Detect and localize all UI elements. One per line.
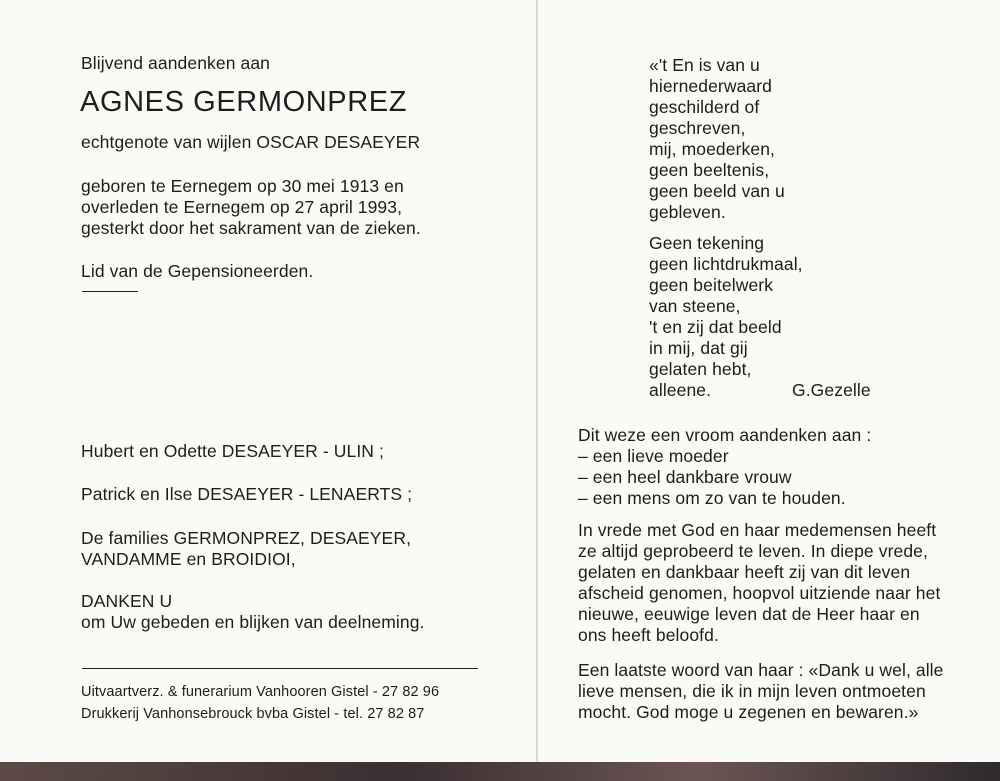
poem-line: geen beitelwerk [649, 275, 774, 295]
poem-line: hiernederwaard [649, 76, 773, 96]
credit-line-2: Drukkerij Vanhonsebrouck bvba Gistel - tel. 27 82 87 [81, 706, 425, 722]
poem-line: gebleven. [649, 202, 726, 222]
birth-line: geboren te Eernegem op 30 mei 1913 en [81, 176, 404, 196]
card-fold [536, 0, 538, 762]
spouse-line: echtgenote van wijlen OSCAR DESAEYER [81, 132, 421, 152]
paragraph-line: afscheid genomen, hoopvol uitziende naar het [578, 583, 941, 603]
credit-line-1: Uitvaartverz. & funerarium Vanhooren Gistel - 27 82 96 [81, 684, 440, 700]
thanks-heading: DANKEN U [81, 591, 173, 611]
membership-line: Lid van de Gepensioneerden. [81, 261, 314, 281]
thanks-detail: om Uw gebeden en blijken van deelneming. [81, 612, 425, 632]
poem-line: geschreven, [649, 118, 746, 138]
poem-line: 't en zij dat beeld [649, 317, 782, 337]
poem-line: geen beeltenis, [649, 160, 770, 180]
poem-line: gelaten hebt, [649, 359, 752, 379]
families-line-2: VANDAMME en BROIDIOI, [81, 549, 296, 569]
credits-divider [82, 668, 478, 669]
intro-line: Blijvend aandenken aan [81, 53, 271, 73]
deceased-name: AGNES GERMONPREZ [80, 86, 408, 118]
poem-line: Geen tekening [649, 233, 765, 253]
paragraph-line: gelaten en dankbaar heeft zij van dit leven [578, 562, 911, 582]
poem-line: alleene. [649, 380, 712, 400]
family-line-2: Patrick en Ilse DESAEYER - LENAERTS ; [81, 484, 413, 504]
poem-line: in mij, dat gij [649, 338, 748, 358]
poem-line: «'t En is van u [649, 55, 760, 75]
last-words-line: Een laatste woord van haar : «Dank u wel, alle [578, 660, 944, 680]
sacrament-line: gesterkt door het sakrament van de zieken. [81, 218, 421, 238]
scan-background-edge [0, 762, 1000, 781]
last-words-line: mocht. God moge u zegenen en bewaren.» [578, 702, 919, 722]
memory-item: – een heel dankbare vrouw [578, 467, 792, 487]
memory-item: – een mens om zo van te houden. [578, 488, 846, 508]
poem-line: mij, moederken, [649, 139, 775, 159]
poem-line: geen beeld van u [649, 181, 785, 201]
poem-line: geschilderd of [649, 97, 760, 117]
poem-line: van steene, [649, 296, 741, 316]
family-line-1: Hubert en Odette DESAEYER - ULIN ; [81, 441, 384, 461]
short-divider [82, 291, 138, 292]
paragraph-line: nieuwe, eeuwige leven dat de Heer haar en [578, 604, 920, 624]
death-line: overleden te Eernegem op 27 april 1993, [81, 197, 403, 217]
paragraph-line: ze altijd geprobeerd te leven. In diepe vrede, [578, 541, 928, 561]
memory-item: – een lieve moeder [578, 446, 729, 466]
families-line-1: De families GERMONPREZ, DESAEYER, [81, 528, 412, 548]
memory-intro: Dit weze een vroom aandenken aan : [578, 425, 872, 445]
paragraph-line: In vrede met God en haar medemensen heeft [578, 520, 937, 540]
last-words-line: lieve mensen, die ik in mijn leven ontmoeten [578, 681, 926, 701]
poem-author: G.Gezelle [792, 380, 871, 400]
poem-line: geen lichtdrukmaal, [649, 254, 803, 274]
paragraph-line: ons heeft beloofd. [578, 625, 719, 645]
